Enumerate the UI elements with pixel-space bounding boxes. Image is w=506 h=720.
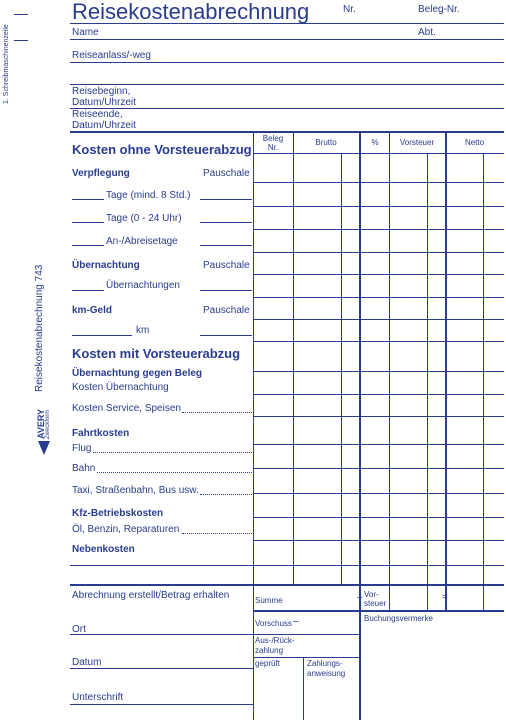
col-line-brutto-cents [341,153,342,584]
fahrtkosten-label: Fahrtkosten [72,428,130,439]
verpflegung-label: Verpflegung [72,168,130,179]
kfz-label: Kfz-Betriebskosten [72,508,164,519]
summary-bottom-border [253,610,504,612]
reisebeginn-line[interactable] [70,108,504,109]
uebernachtungen-amount-line[interactable] [200,290,252,291]
geprueft-label: geprüft [255,659,280,668]
table-header-bottom [253,153,504,154]
name-label: Name [72,27,99,38]
col-line-vorsteuer-cents [427,153,428,610]
aus-rueck-label-2: zahlung [255,646,284,655]
flug-dots [93,452,252,453]
row-line [253,394,504,395]
uebernachtungen-count-line[interactable] [72,290,104,291]
tage-8-count-line[interactable] [72,199,104,200]
oel-label: Öl, Benzin, Reparaturen [72,524,180,535]
reiseanlass-line-2[interactable] [70,84,504,85]
row-line [253,565,504,566]
an-abreise-count-line[interactable] [72,245,104,246]
schreibmaschinenzeile-label: 1. Schreibmaschinenzeile [3,24,10,104]
table-top-border [70,131,504,133]
footer-left-divider [253,584,254,720]
name-line[interactable] [70,39,504,40]
col-header-brutto: Brutto [315,138,337,147]
datum-line[interactable] [70,668,253,669]
summary-top-border [70,584,504,586]
flug-label: Flug [72,443,92,454]
nebenkosten-line-1[interactable] [70,565,253,566]
col-header-vorsteuer: Vorsteuer [399,138,435,147]
abt-label: Abt. [418,27,436,38]
vorsteuer-sum-label-1: Vor- [364,590,379,599]
tage-8-amount-line[interactable] [200,199,252,200]
km-geld-pauschale: Pauschale [203,305,250,316]
beleg-nr-label: Beleg-Nr. [418,4,460,15]
unterschrift-line[interactable] [70,704,253,705]
reiseanlass-line-1[interactable] [70,62,504,63]
avery-logo [36,401,52,457]
summe-equals: = [442,592,448,603]
row-line [253,341,504,342]
row-line [253,444,504,445]
bahn-label: Bahn [72,463,96,474]
section-ohne-vorsteuer: Kosten ohne Vorsteuerabzug [72,142,252,157]
col-line-netto-cents [483,153,484,610]
zahlungs-label-1: Zahlungs- [307,659,343,668]
section-mit-vorsteuer: Kosten mit Vorsteuerabzug [72,346,241,361]
col-header-nr: Nr. [267,143,279,152]
row-line [253,252,504,253]
vorschuss-line [253,634,359,635]
row-line [253,540,504,541]
row-line [253,229,504,230]
row-line [253,274,504,275]
vorschuss-minus: – [293,616,299,627]
nebenkosten-label: Nebenkosten [72,544,135,555]
ort-line[interactable] [70,634,253,635]
row-line [253,206,504,207]
col-header-percent: % [371,138,379,147]
row-line [253,468,504,469]
summe-minus: – [357,592,363,603]
kosten-service-label: Kosten Service, Speisen [72,403,181,414]
kosten-service-dots [182,412,252,413]
uebernachtung-label: Übernachtung [72,260,140,271]
tage-24-label: Tage (0 - 24 Uhr) [106,213,182,224]
oel-dots [182,533,252,534]
ort-label: Ort [72,624,86,635]
row-line [253,182,504,183]
margin-tick-top [14,14,28,15]
reiseanlass-label: Reiseanlass/-weg [72,50,151,61]
datum-label: Datum [72,657,102,668]
row-line [253,319,504,320]
vorschuss-label: Vorschuss [255,619,292,628]
bahn-dots [97,472,252,473]
col-header-beleg: Beleg [262,134,284,143]
taxi-label: Taxi, Straßenbahn, Bus usw. [72,485,199,496]
row-line [253,416,504,417]
an-abreise-label: An-/Abreisetage [106,236,178,247]
margin-tick-second [14,40,28,41]
col-line-brutto-right [359,131,361,720]
verpflegung-pauschale: Pauschale [203,168,250,179]
reiseende-label-1: Reiseende, [72,109,123,120]
tage-24-count-line[interactable] [72,222,104,223]
km-amount-line[interactable] [200,335,252,336]
avery-brand-subtext: Zweckform [45,409,51,439]
km-count-line[interactable] [72,335,132,336]
nr-label: Nr. [343,4,356,15]
zahlungs-label-2: anweisung [307,669,346,678]
vorsteuer-sum-label-2: steuer [364,599,387,608]
taxi-dots [200,494,252,495]
km-label: km [136,325,150,336]
tage-24-amount-line[interactable] [200,222,252,223]
uebernachtung-pauschale: Pauschale [203,260,250,271]
an-abreise-amount-line[interactable] [200,245,252,246]
row-line [253,493,504,494]
row-line [253,297,504,298]
reiseende-label-2: Datum/Uhrzeit [72,120,136,131]
row-line [253,517,504,518]
geprueft-divider [303,657,304,720]
unterschrift-label: Unterschrift [72,692,124,703]
col-header-netto: Netto [464,138,485,147]
avery-brand-text: AVERY [36,408,46,439]
row-line [253,371,504,372]
kosten-uebernachtung-label: Kosten Übernachtung [72,382,169,393]
uebernachtung-beleg-label: Übernachtung gegen Beleg [72,368,203,379]
form-title: Reisekostenabrechnung [72,0,310,24]
summe-label: Summe [255,596,283,605]
form-number-label: Reisekostenabrechnung 743 [34,264,45,392]
buchungsvermerke-label: Buchungsvermerke [364,614,433,623]
aus-rueck-line [253,657,359,658]
title-underline [70,23,504,24]
uebernachtungen-label: Übernachtungen [106,280,180,291]
aus-rueck-label-1: Aus-/Rück- [255,636,295,645]
reisebeginn-label-1: Reisebeginn, [72,86,131,97]
tage-8-label: Tage (mind. 8 Std.) [106,190,191,201]
km-geld-label: km-Geld [72,305,113,316]
reisebeginn-label-2: Datum/Uhrzeit [72,97,136,108]
abrechnung-label: Abrechnung erstellt/Betrag erhalten [72,590,230,601]
